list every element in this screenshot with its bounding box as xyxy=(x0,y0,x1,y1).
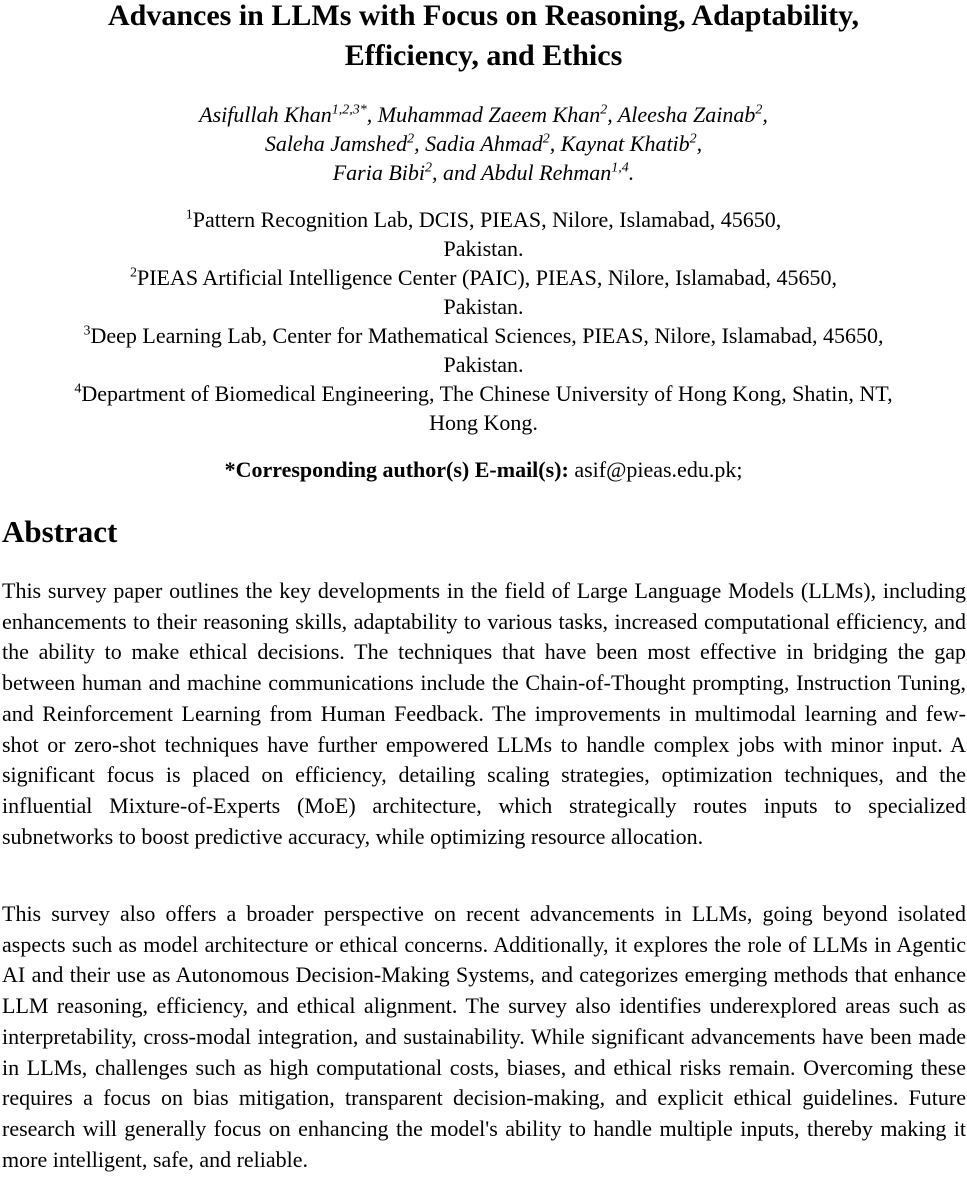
author: Aleesha Zainab$^2$, xyxy=(617,102,768,127)
title-line-2: Efficiency, and Ethics xyxy=(344,39,623,72)
corresponding-email[interactable]: asif@pieas.edu.pk; xyxy=(574,457,743,482)
affiliation-2: $^2$PIEAS Artificial Intelligence Center (PAIC), PIEAS, Nilore, Islamabad, 45650, Pakistan. xyxy=(129,265,837,319)
author: Saleha Jamshed$^2$, xyxy=(264,131,426,156)
author: Kaynat Khatib$^2$, xyxy=(560,131,703,156)
affiliation-3: $^3$Deep Learning Lab, Center for Mathematical Sciences, PIEAS, Nilore, Islamabad, 45650, Pakistan. xyxy=(83,323,884,377)
author-list xyxy=(120,100,847,187)
affiliation-1: $^1$Pattern Recognition Lab, DCIS, PIEAS, Nilore, Islamabad, 45650, Pakistan. xyxy=(185,207,782,261)
abstract-heading: Abstract xyxy=(2,514,118,549)
affiliation-4: $^4$Department of Biomedical Engineering, The Chinese University of Hong Kong, Shatin, NT, Hong Kong. xyxy=(74,381,893,435)
corresponding-author xyxy=(0,455,967,485)
affiliation-list xyxy=(15,205,952,437)
abstract-paragraph-1: This survey paper outlines the key developments in the field of Large Language Models (LLMs), including enhancements to their reasoning skills, adaptability to various tasks, increased computational efficiency, and the ability to make ethical decisions. The techniques that have been most effective in bridging the gap between human and machine communications include the Chain-of-Thought prompting, Instruction Tuning, and Reinforcement Learning from Human Feedback. The improvements in multimodal learning and few-shot or zero-shot techniques have further empowered LLMs to handle complex jobs with minor input. A significant focus is placed on efficiency, detailing scaling strategies, optimization techniques, and the influential Mixture-of-Experts (MoE) architecture, which strategically routes inputs to specialized subnetworks to boost predictive accuracy, while optimizing resource allocation. xyxy=(2,578,966,849)
corresponding-label: *Corresponding author(s) E-mail(s): xyxy=(224,457,569,482)
title-line-1: Advances in LLMs with Focus on Reasoning, Adaptability, xyxy=(108,0,859,32)
author: Abdul Rehman$^{1,4}$. xyxy=(481,160,635,185)
abstract-paragraph-2: This survey also offers a broader perspective on recent advancements in LLMs, going beyond isolated aspects such as model architecture or ethical concerns. Additionally, it explores the role of LLMs in Agentic AI and their use as Autonomous Decision-Making Systems, and categorizes emerging methods that enhance LLM reasoning, efficiency, and ethical alignment. The survey also identifies underexplored areas such as interpretability, cross-modal integration, and sustainability. While significant advancements have been made in LLMs, challenges such as high computational costs, biases, and ethical risks remain. Overcoming these requires a focus on bias mitigation, transparent decision-making, and explicit ethical guidelines. Future research will generally focus on enhancing the model's ability to handle multiple inputs, thereby making it more intelligent, safe, and reliable. xyxy=(2,901,966,1172)
author: Faria Bibi$^2$, and xyxy=(332,160,482,185)
author: Sadia Ahmad$^2$, xyxy=(425,131,561,156)
author: Muhammad Zaeem Khan$^2$, xyxy=(377,102,618,127)
paper-title xyxy=(0,0,967,76)
author: Asifullah Khan$^{1,2,3*}$, xyxy=(199,102,378,127)
